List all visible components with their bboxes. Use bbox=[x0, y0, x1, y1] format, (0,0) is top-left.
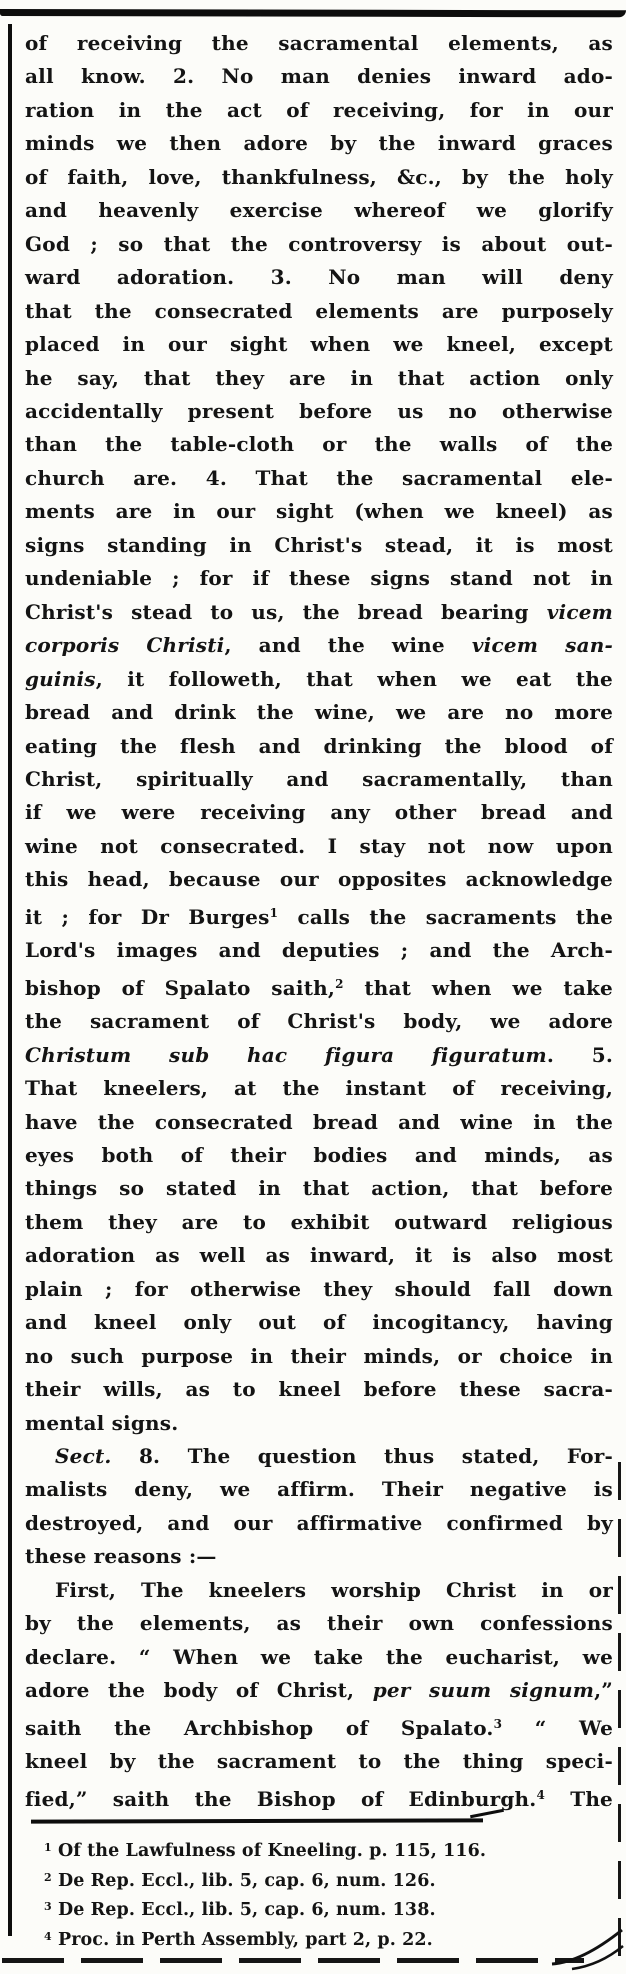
text-line bbox=[25, 328, 613, 361]
text-segment: Lord's images and deputies ; and the Arch- bbox=[25, 938, 613, 963]
text-segment: destroyed, and our affirmative confirmed by bbox=[25, 1510, 613, 1535]
text-segment: saith the Archbishop of Spalato. bbox=[25, 1715, 494, 1740]
text-line bbox=[25, 161, 613, 194]
text-line bbox=[25, 462, 613, 495]
text-line bbox=[25, 295, 613, 328]
text-segment: De Rep. Eccl., lib. 5, cap. 6, num. 138. bbox=[51, 1900, 436, 1920]
text-line bbox=[25, 362, 613, 395]
bottom-page-edge-dashed-rule bbox=[2, 1958, 584, 1963]
text-segment: than the table-cloth or the walls of the bbox=[25, 432, 613, 457]
text-segment: it ; for Dr Burges bbox=[25, 904, 270, 929]
text-segment: and kneel only out of incogitancy, having bbox=[25, 1310, 613, 1335]
text-line bbox=[25, 1106, 613, 1139]
text-line bbox=[25, 428, 613, 461]
text-line bbox=[25, 1473, 613, 1506]
text-line bbox=[25, 395, 613, 428]
text-line bbox=[25, 1708, 613, 1745]
text-segment: if we were receiving any other bread and bbox=[25, 800, 613, 825]
text-segment: ments are in our sight (when we kneel) as bbox=[25, 499, 613, 524]
text-segment: these reasons :— bbox=[25, 1544, 217, 1569]
text-segment: fied,” saith the Bishop of Edinburgh. bbox=[25, 1786, 537, 1811]
text-segment: that the consecrated elements are purposely bbox=[25, 298, 613, 323]
text-line bbox=[25, 696, 613, 729]
text-line bbox=[25, 1039, 613, 1072]
text-line bbox=[25, 796, 613, 829]
text-line bbox=[25, 968, 613, 1005]
footnotes bbox=[44, 1835, 604, 1953]
text-segment: . 5. bbox=[546, 1042, 613, 1067]
footnote-line bbox=[44, 1894, 604, 1924]
text-line bbox=[25, 1373, 613, 1406]
text-line bbox=[25, 730, 613, 763]
text-line bbox=[25, 763, 613, 796]
text-segment: mental signs. bbox=[25, 1410, 179, 1435]
text-segment: Christ, spiritually and sacramentally, than bbox=[25, 766, 613, 791]
bottom-right-page-curl-flourish bbox=[550, 1918, 626, 1972]
footnote-marker: 3 bbox=[493, 1716, 503, 1731]
text-segment: adoration as well as inward, it is also most bbox=[25, 1243, 613, 1268]
text-line bbox=[25, 1139, 613, 1172]
footnote-line bbox=[44, 1865, 604, 1895]
text-segment: the sacrament of Christ's body, we adore bbox=[25, 1009, 613, 1034]
footnote-marker: 1 bbox=[269, 905, 279, 920]
text-segment: Sect. bbox=[55, 1444, 112, 1469]
text-line bbox=[25, 228, 613, 261]
text-line bbox=[25, 1540, 613, 1573]
text-segment: no such purpose in their minds, or choice in bbox=[25, 1343, 613, 1368]
footnote-marker: 3 bbox=[44, 1900, 52, 1913]
text-segment: undeniable ; for if these signs stand not in bbox=[25, 566, 613, 591]
text-line bbox=[25, 127, 613, 160]
text-line bbox=[25, 934, 613, 967]
text-segment: vicem bbox=[546, 599, 613, 624]
text-segment: ration in the act of receiving, for in our bbox=[25, 97, 613, 122]
text-line bbox=[25, 1507, 613, 1540]
left-column-rule bbox=[8, 24, 12, 1936]
text-segment: eating the flesh and drinking the blood of bbox=[25, 733, 613, 758]
text-line bbox=[25, 629, 613, 662]
footnote-marker: 1 bbox=[44, 1841, 52, 1854]
text-line bbox=[25, 863, 613, 896]
text-line bbox=[25, 1005, 613, 1038]
text-line bbox=[25, 194, 613, 227]
text-line bbox=[25, 94, 613, 127]
text-segment: 8. The question thus stated, For- bbox=[111, 1444, 613, 1469]
text-segment: ward adoration. 3. No man will deny bbox=[25, 265, 613, 290]
text-segment: things so stated in that action, that before bbox=[25, 1176, 613, 1201]
text-segment: That kneelers, at the instant of receiving, bbox=[25, 1076, 613, 1101]
text-segment: kneel by the sacrament to the thing speci- bbox=[25, 1749, 613, 1774]
text-line bbox=[25, 1072, 613, 1105]
text-segment: vicem san- bbox=[471, 633, 613, 658]
text-segment: this head, because our opposites acknowledge bbox=[25, 867, 613, 892]
text-line bbox=[25, 596, 613, 629]
text-segment: have the consecrated bread and wine in the bbox=[25, 1109, 613, 1134]
text-line bbox=[25, 1239, 613, 1272]
text-line bbox=[25, 1273, 613, 1306]
footnote-marker: 4 bbox=[536, 1787, 546, 1802]
text-segment: First, The kneelers worship Christ in or bbox=[55, 1577, 613, 1602]
text-segment: minds we then adore by the inward graces bbox=[25, 131, 613, 156]
text-line bbox=[25, 1607, 613, 1640]
text-line bbox=[25, 830, 613, 863]
text-segment: corporis Christi bbox=[25, 633, 225, 658]
text-segment: their wills, as to kneel before these sacra- bbox=[25, 1377, 613, 1402]
footnote-line bbox=[44, 1835, 604, 1865]
text-line bbox=[25, 60, 613, 93]
text-line bbox=[25, 1340, 613, 1373]
text-segment: Christum sub hac figura figuratum bbox=[25, 1042, 547, 1067]
text-segment: De Rep. Eccl., lib. 5, cap. 6, num. 126. bbox=[51, 1870, 436, 1891]
text-line bbox=[25, 27, 613, 60]
text-segment: bishop of Spalato saith, bbox=[25, 975, 336, 1000]
text-segment: guinis bbox=[25, 666, 96, 691]
text-segment: signs standing in Christ's stead, it is most bbox=[25, 532, 613, 557]
text-segment: per suum signum bbox=[372, 1678, 595, 1703]
text-segment: Proc. in Perth Assembly, part 2, p. 22. bbox=[51, 1929, 433, 1950]
text-line bbox=[25, 1779, 613, 1816]
text-line bbox=[25, 1407, 613, 1440]
body-text bbox=[25, 27, 613, 1816]
text-line bbox=[25, 1641, 613, 1674]
footnote-separator-rule bbox=[31, 1818, 483, 1823]
text-line bbox=[25, 663, 613, 696]
text-segment: malists deny, we affirm. Their negative is bbox=[25, 1477, 613, 1502]
text-line bbox=[25, 529, 613, 562]
text-segment: , and the wine bbox=[224, 633, 472, 658]
text-line bbox=[25, 1172, 613, 1205]
text-line bbox=[25, 1574, 613, 1607]
text-line bbox=[25, 1440, 613, 1473]
text-segment: The bbox=[545, 1786, 613, 1811]
text-segment: bread and drink the wine, we are no more bbox=[25, 700, 613, 725]
text-segment: them they are to exhibit outward religious bbox=[25, 1209, 613, 1234]
text-segment: “ We bbox=[502, 1715, 613, 1740]
text-segment: ,” bbox=[594, 1678, 613, 1703]
text-line bbox=[25, 261, 613, 294]
text-segment: , it followeth, that when we eat the bbox=[95, 666, 613, 691]
footnote-marker: 4 bbox=[44, 1929, 52, 1943]
text-segment: calls the sacraments the bbox=[278, 904, 613, 929]
text-segment: placed in our sight when we kneel, except bbox=[25, 332, 613, 357]
footnote-marker: 2 bbox=[44, 1870, 52, 1884]
right-column-dashed-rule bbox=[618, 1462, 621, 1960]
text-line bbox=[25, 897, 613, 934]
text-segment: declare. “ When we take the eucharist, we bbox=[25, 1644, 613, 1669]
top-page-edge-rule bbox=[0, 9, 626, 17]
text-segment: that when we take bbox=[343, 975, 613, 1000]
text-segment: he say, that they are in that action only bbox=[25, 365, 613, 390]
text-segment: wine not consecrated. I stay not now upon bbox=[25, 833, 613, 858]
text-segment: and heavenly exercise whereof we glorify bbox=[25, 198, 613, 223]
footnote-line bbox=[44, 1924, 604, 1954]
text-line bbox=[25, 495, 613, 528]
text-segment: all know. 2. No man denies inward ado- bbox=[25, 64, 613, 89]
text-segment: eyes both of their bodies and minds, as bbox=[25, 1142, 613, 1167]
text-line bbox=[25, 1745, 613, 1778]
text-segment: Of the Lawfulness of Kneeling. p. 115, 116. bbox=[51, 1841, 487, 1861]
text-segment: plain ; for otherwise they should fall down bbox=[25, 1276, 613, 1301]
text-segment: of faith, love, thankfulness, &c., by the holy bbox=[25, 164, 613, 189]
text-segment: church are. 4. That the sacramental ele- bbox=[25, 465, 613, 490]
text-segment: adore the body of Christ, bbox=[25, 1678, 373, 1703]
footnote-marker: 2 bbox=[335, 976, 344, 991]
text-line bbox=[25, 1674, 613, 1707]
text-segment: God ; so that the controversy is about out- bbox=[25, 231, 613, 256]
text-line bbox=[25, 1206, 613, 1239]
text-segment: Christ's stead to us, the bread bearing bbox=[25, 599, 547, 624]
text-segment: of receiving the sacramental elements, as bbox=[25, 31, 613, 55]
text-segment: accidentally present before us no otherwise bbox=[25, 398, 613, 423]
text-line bbox=[25, 562, 613, 595]
text-line bbox=[25, 1306, 613, 1339]
text-segment: by the elements, as their own confessions bbox=[25, 1611, 613, 1636]
